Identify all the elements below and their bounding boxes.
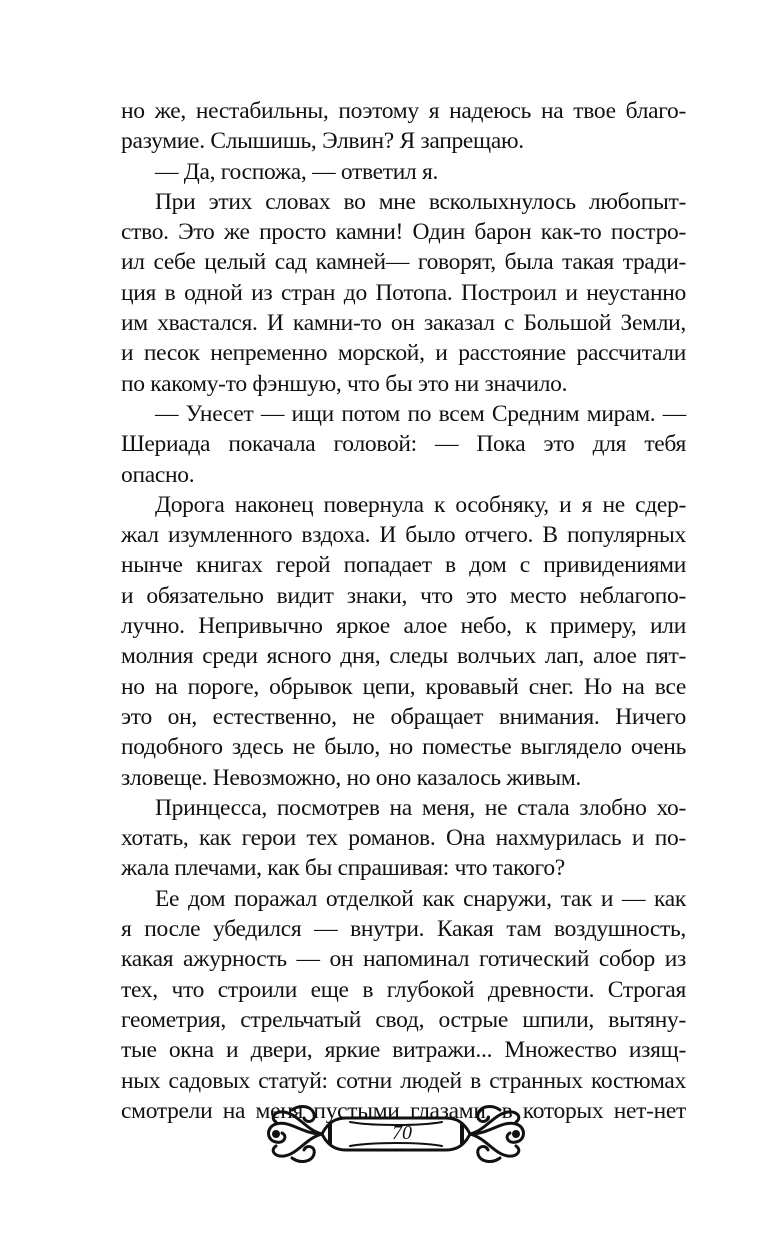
text-line: ных садовых статуй: сотни людей в странных костюмах (121, 1067, 686, 1094)
text-line: жал изумленного вздоха. И было отчего. В популярных (121, 522, 686, 549)
text-line: ция в одной из стран до Потопа. Построил и неустанно (121, 279, 686, 306)
text-line: и обязательно видит знаки, что это место неблагопо- (121, 582, 686, 609)
text-line: тех, что строили еще в глубокой древности. Строгая (121, 976, 686, 1003)
text-line: я после убедился — внутри. Какая там воздушность, (121, 916, 686, 943)
text-line: разумие. Слышишь, Элвин? Я запрещаю. (121, 128, 524, 155)
text-line: зловеще. Невозможно, но оно казалось живым. (121, 764, 582, 791)
text-line: Шериада покачала головой: — Пока это для тебя (121, 431, 686, 458)
text-line: хотать, как герои тех романов. Она нахмурилась и по- (121, 825, 686, 852)
text-line: ил себе целый сад камней— говорят, была такая тради- (121, 249, 686, 276)
text-line: опасно. (121, 461, 195, 488)
text-line: При этих словах во мне всколыхнулось любопыт- (155, 188, 686, 215)
body-text (121, 96, 686, 1126)
text-line: но же, нестабильны, поэтому я надеюсь на твое благо- (121, 98, 686, 124)
text-line: — Да, госпожа, — ответил я. (155, 158, 439, 185)
text-line: Дорога наконец повернула к особняку, и я не сдер- (155, 491, 686, 518)
text-line: тые окна и двери, яркие витражи... Множество изящ- (121, 1037, 686, 1064)
text-line: лучно. Непривычно яркое алое небо, к примеру, или (121, 613, 686, 640)
text-line: молния среди ясного дня, следы волчьих лап, алое пят- (121, 643, 686, 670)
text-line: жала плечами, как бы спрашивая: что такого? (121, 855, 565, 882)
text-line: но на пороге, обрывок цепи, кровавый снег. Но на все (121, 673, 686, 700)
text-line: ство. Это же просто камни! Один барон как-то постро- (121, 219, 686, 246)
text-line: нынче книгах герой попадает в дом с привидениями (121, 552, 686, 579)
text-line: подобного здесь не было, но поместье выглядело очень (121, 734, 686, 761)
text-line: по какому-то фэншую, что бы это ни значило. (121, 370, 568, 397)
text-line: геометрия, стрельчатый свод, острые шпили, вытяну- (121, 1006, 686, 1033)
text-line: какая ажурность — он напоминал готический собор из (121, 946, 686, 973)
text-line: Ее дом поражал отделкой как снаружи, так и — как (155, 885, 686, 912)
text-line: им хвастался. И камни-то он заказал с Большой Земли, (121, 310, 686, 337)
text-line: — Унесет — ищи потом по всем Средним мирам. — (155, 400, 686, 427)
text-line: Принцесса, посмотрев на меня, не стала злобно хо- (155, 794, 686, 821)
page-number: 70 (392, 1122, 412, 1144)
text-line: и песок непременно морской, и расстояние рассчитали (121, 340, 686, 367)
text-line: это он, естественно, не обращает внимания. Ничего (121, 703, 686, 730)
text-line: смотрели на меня пустыми глазами, в которых нет-нет (121, 1097, 686, 1124)
